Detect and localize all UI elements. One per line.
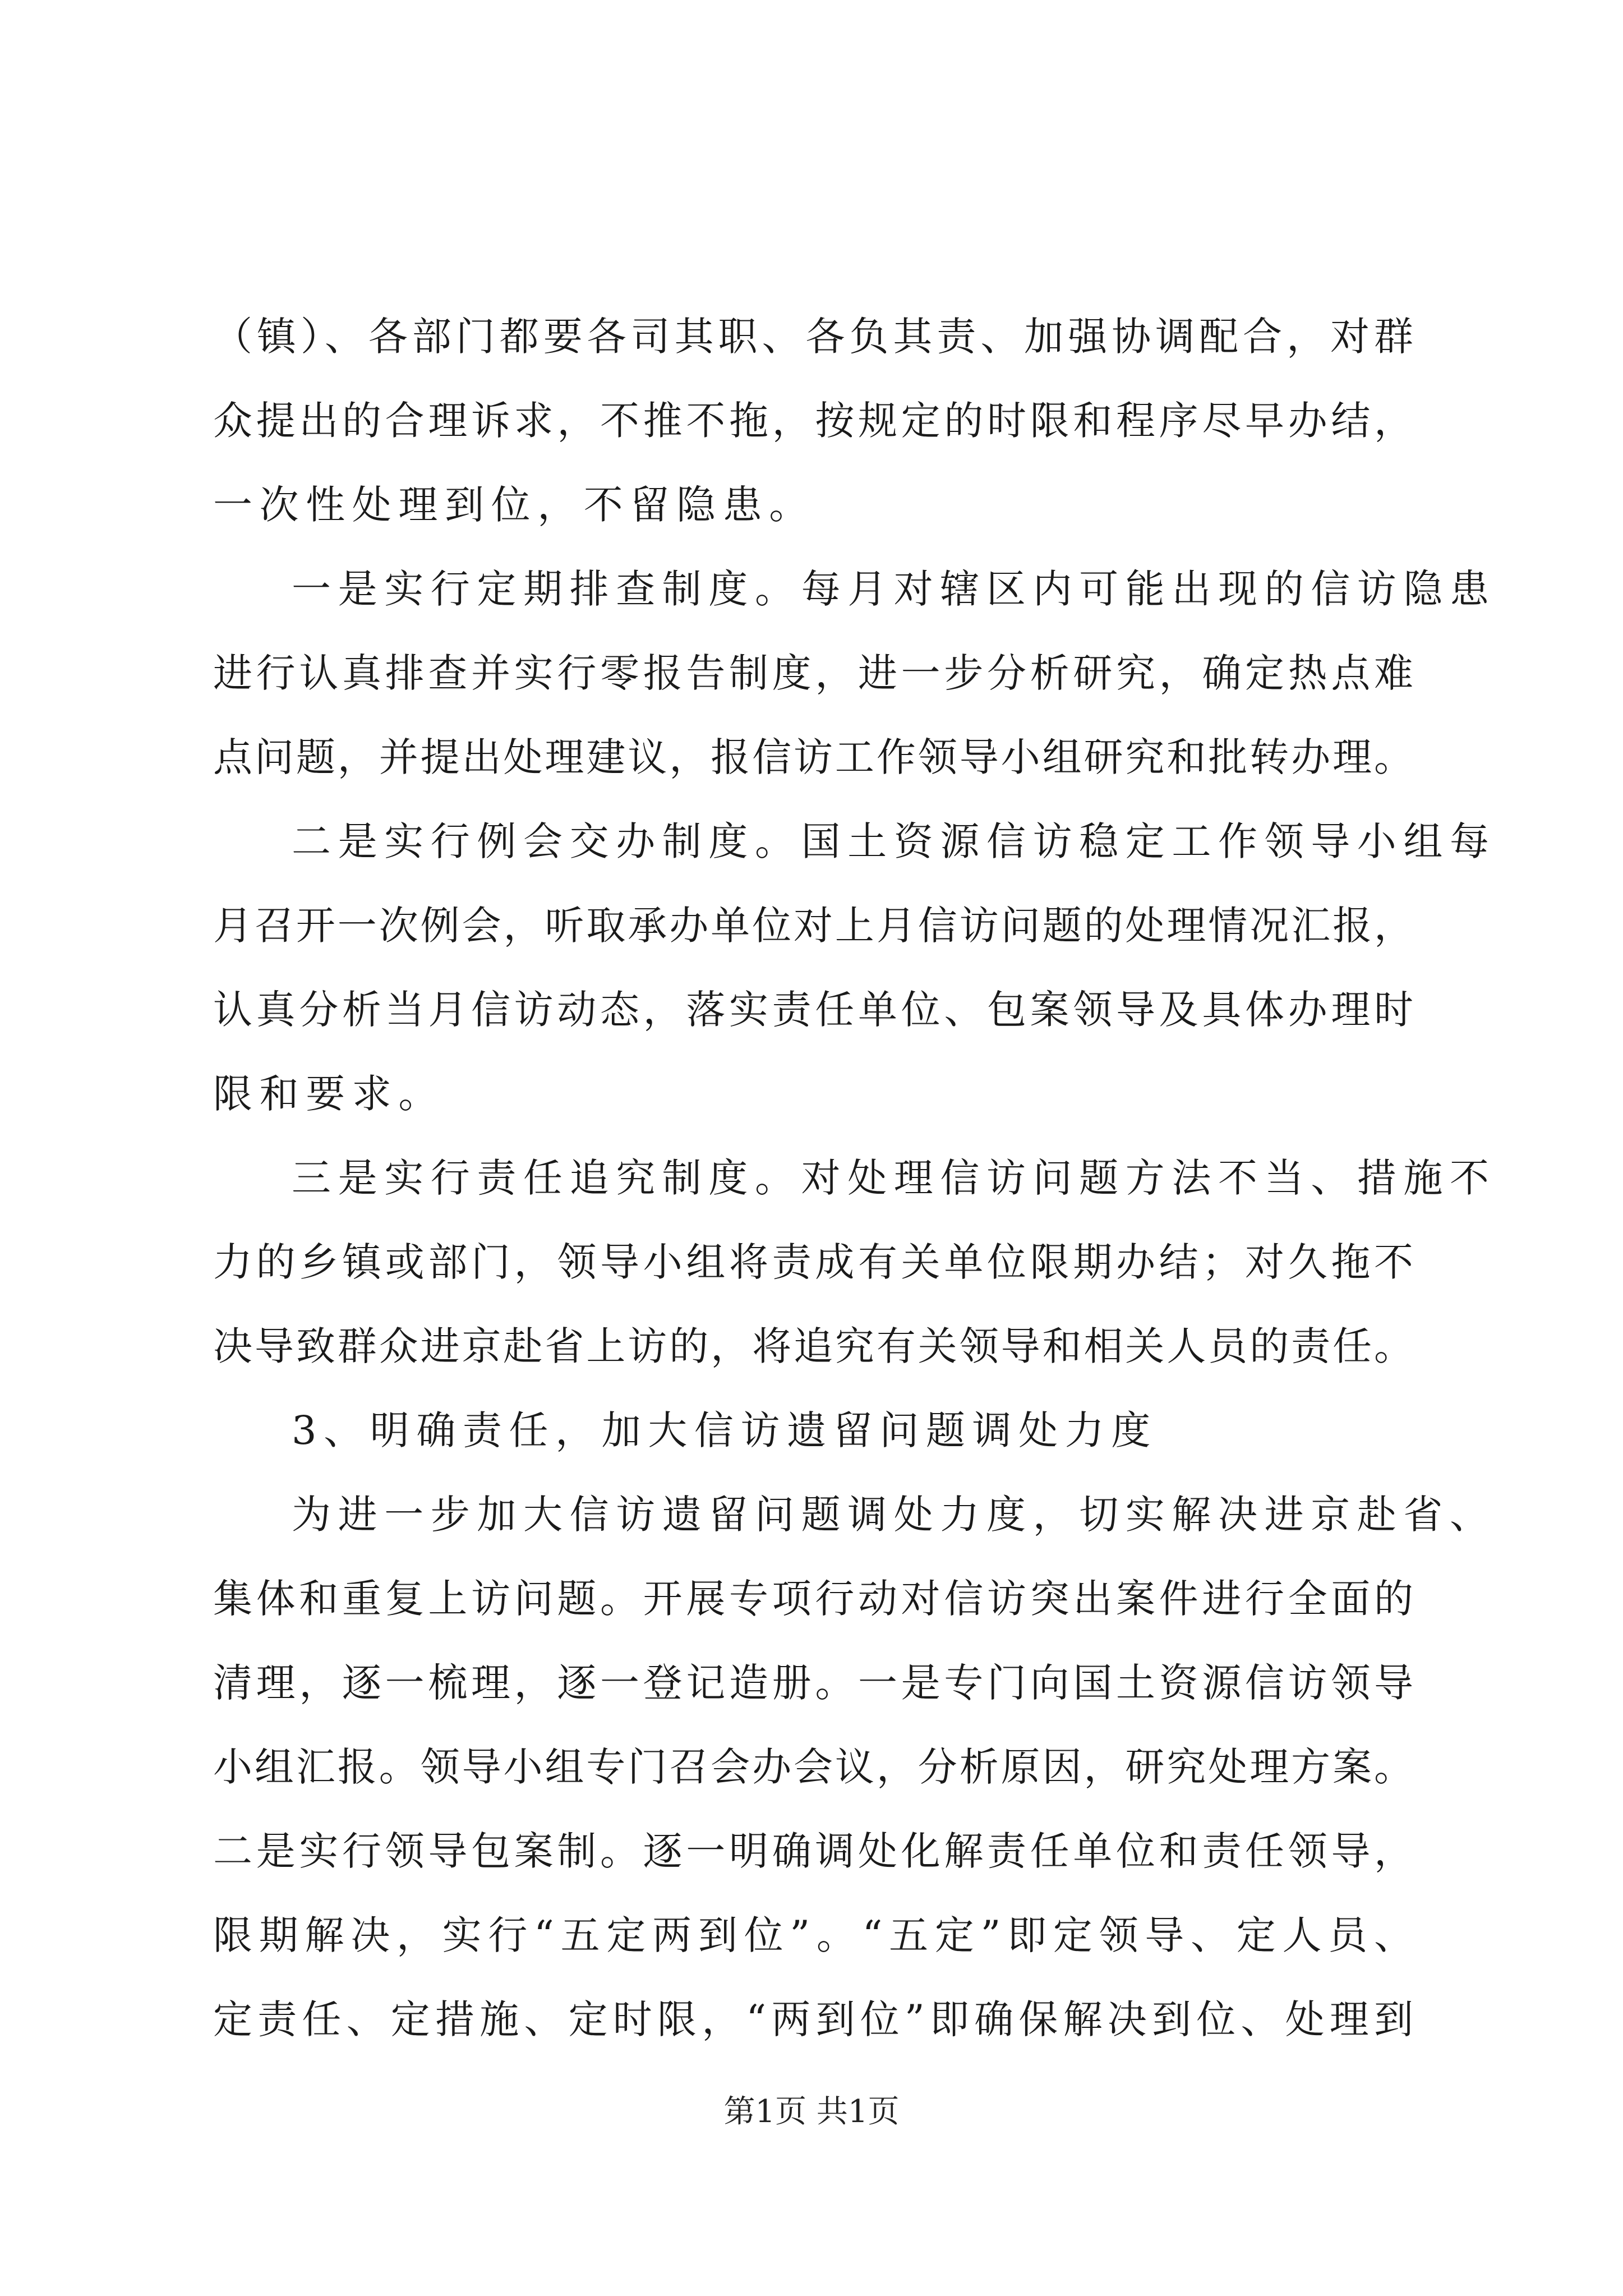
paragraph-first-line: 二是实行例会交办制度。国土资源信访稳定工作领导小组每 bbox=[292, 818, 1496, 864]
text-line: 月召开一次例会，听取承办单位对上月信访问题的处理情况汇报， bbox=[213, 903, 1413, 949]
text-line: 认真分析当月信访动态，落实责任单位、包案领导及具体办理时 bbox=[213, 987, 1413, 1033]
text-line: 众提出的合理诉求，不推不拖，按规定的时限和程序尽早办结， bbox=[213, 398, 1413, 444]
page-footer: 第1页 共1页 bbox=[723, 2093, 900, 2130]
text-line: 集体和重复上访问题。开展专项行动对信访突出案件进行全面的 bbox=[213, 1576, 1413, 1622]
text-line: 定责任、定措施、定时限，“两到位”即确保解决到位、处理到 bbox=[213, 1996, 1413, 2042]
text-line: 限期解决，实行“五定两到位”。“五定”即定领导、定人员、 bbox=[213, 1912, 1413, 1958]
text-line: 进行认真排查并实行零报告制度，进一步分析研究，确定热点难 bbox=[213, 650, 1413, 696]
paragraph-first-line: 为进一步加大信访遗留问题调处力度，切实解决进京赴省、 bbox=[292, 1492, 1496, 1538]
text-line: 小组汇报。领导小组专门召会办会议，分析原因，研究处理方案。 bbox=[213, 1744, 1413, 1790]
paragraph-first-line: 三是实行责任追究制度。对处理信访问题方法不当、措施不 bbox=[292, 1155, 1496, 1201]
section-heading: 3、明确责任，加大信访遗留问题调处力度 bbox=[292, 1407, 1158, 1453]
text-line: 限和要求。 bbox=[213, 1071, 445, 1117]
text-line: （镇）、各部门都要各司其职、各负其责、加强协调配合，对群 bbox=[213, 314, 1413, 360]
text-line: 力的乡镇或部门，领导小组将责成有关单位限期办结；对久拖不 bbox=[213, 1239, 1413, 1285]
text-line: 点问题，并提出处理建议，报信访工作领导小组研究和批转办理。 bbox=[213, 734, 1413, 780]
text-line: 一次性处理到位，不留隐患。 bbox=[213, 482, 815, 528]
text-line: 决导致群众进京赴省上访的，将追究有关领导和相关人员的责任。 bbox=[213, 1323, 1413, 1369]
paragraph-first-line: 一是实行定期排查制度。每月对辖区内可能出现的信访隐患 bbox=[292, 566, 1496, 612]
text-line: 清理，逐一梳理，逐一登记造册。一是专门向国土资源信访领导 bbox=[213, 1660, 1413, 1706]
text-line: 二是实行领导包案制。逐一明确调处化解责任单位和责任领导， bbox=[213, 1828, 1413, 1874]
